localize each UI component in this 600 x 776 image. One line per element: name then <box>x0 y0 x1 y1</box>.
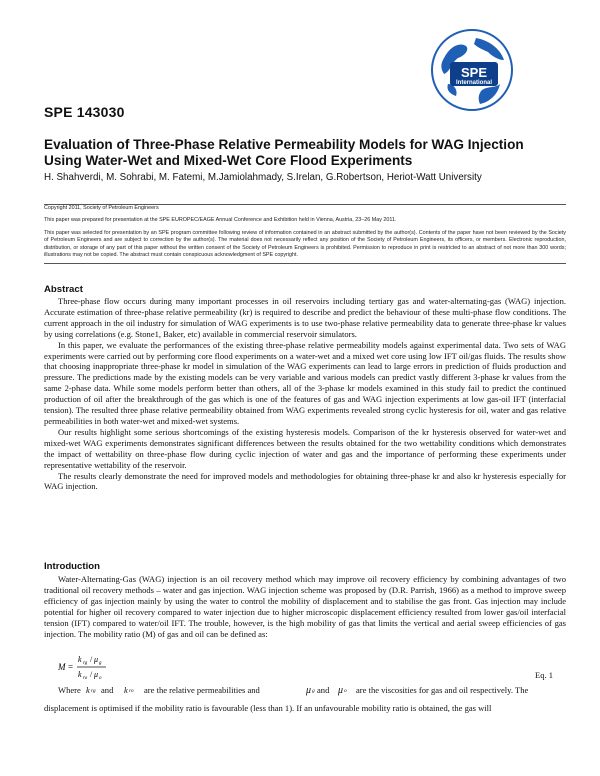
paper-title <box>44 137 564 169</box>
where-and-2: and <box>317 685 330 695</box>
eq-num-sub: rg <box>83 661 88 666</box>
notice-divider <box>44 263 566 264</box>
title-line-2: Using Water-Wet and Mixed-Wet Core Flood Experiments <box>44 153 413 168</box>
introduction-heading: Introduction <box>44 561 100 572</box>
where-mu1-sub: g <box>312 688 315 694</box>
where-text-2: are the relative permeabilities and <box>144 685 260 695</box>
where-k1: k <box>86 685 90 695</box>
eq-den-sub: ro <box>83 676 88 681</box>
authors: H. Shahverdi, M. Sohrabi, M. Fatemi, M.Jamiolahmady, S.Irelan, G.Robertson, Heriot-Watt University <box>44 172 482 183</box>
introduction-last-line: displacement is optimised if the mobility ratio is favourable (less than 1). If an unfavourable mobility ratio is obtained, the gas will <box>44 703 492 713</box>
abstract-paragraph-3: Our results highlight some serious shortcomings of the existing hysteresis models. Comparison of the kr hysteresis observed for water-wet and mixed-wet WAG experiments demonstrates significant differences between the results obtained for the two wettability conditions which demonstrates the impact of wettability on three-phase flow during cyclic injection of water and gas and the importance of performing these experiments under representative wettability of the reservoir. <box>44 426 566 470</box>
eq-num-mu-sub: g <box>99 661 102 666</box>
copyright-notice: Copyright 2011, Society of Petroleum Engineers <box>44 205 159 211</box>
where-line <box>58 685 566 699</box>
eq-equals: = <box>68 662 74 672</box>
where-and-1: and <box>101 685 114 695</box>
mobility-ratio-equation <box>58 652 138 682</box>
eq-den-slash: / <box>90 670 93 679</box>
eq-lhs: M <box>58 662 66 672</box>
eq-den-k: k <box>78 670 82 679</box>
where-mu1: μ <box>306 685 312 696</box>
eq-num-slash: / <box>90 655 93 664</box>
presentation-notice: This paper was prepared for presentation at the SPE EUROPEC/EAGE Annual Conference and Exhibition held in Vienna, Austria, 23–26 May 2011. <box>44 217 397 223</box>
permission-notice: This paper was selected for presentation by an SPE program committee following review of information contained in an abstract submitted by the author(s). Contents of the paper have not been reviewed by the Society of Petroleum Engineers and are subject to correction by the author(s). The material does not necessarily reflect any position of the Society of Petroleum Engineers, its officers, or members. Electronic reproduction, distribution, or storage of any part of this paper without the written consent of the Society of Petroleum Engineers is prohibited. Permission to reproduce in print is restricted to an abstract of not more than 300 words; illustrations may not be copied. The abstract must contain conspicuous acknowledgment of SPE copyright. <box>44 230 566 259</box>
abstract-paragraph-4: The results clearly demonstrate the need for improved models and methodologies for obtaining three-phase kr and also kr hysteresis especially for WAG injection. <box>44 470 566 492</box>
where-mu2-sub: o <box>344 688 347 694</box>
abstract-paragraph-2: In this paper, we evaluate the performances of the existing three-phase relative permeability models against experimental data. Two sets of WAG experiments were carried out by performing core flood experiments on a water-wet and a mixed wet core using low IFT oil/gas fluids. The results show that choosing inappropriate three-phase kr model in simulation of the WAG experiments can lead to large errors in prediction of fluids production and pressure. The predictions made by the existing models can be very variable and various models can predict vastly different 3-phase kr values from the same 2-phase data. While some models perform better than others, all of the 3-phase kr models examined in this study fail to predict the continued production of oil after the breakthrough of the gas which is one of the features of gas and WAG injection experiments at low gas-oil IFT (interfacial tension). The resulted three phase relative permeability obtained from WAG experiments revealed strong cyclic hysteresis for oil, water and gas relative permeabilities in both water-wet and mixed-wet systems. <box>44 339 566 426</box>
abstract-paragraph-1: Three-phase flow occurs during many important processes in oil reservoirs including tertiary gas and water-alternating-gas (WAG) injection. Accurate estimation of three-phase relative permeability (kr) is required to describe and predict the behaviour of these multi-phase flow conditions. The current approach in the oil industry for simulation of WAG experiments is to use two-phase relative permeability data to generate three-phase kr values by using correlations (e.g. Stone1, Baker, etc) available in commercial reservoir simulators. <box>44 296 566 339</box>
abstract-body <box>44 296 566 492</box>
where-word: Where <box>58 685 81 695</box>
spe-international-logo <box>430 28 514 112</box>
eq-den-mu: μ <box>94 670 99 679</box>
eq-den-mu-sub: o <box>99 676 102 681</box>
paper-number: SPE 143030 <box>44 104 125 120</box>
where-k1-sub: rg <box>91 688 96 694</box>
title-line-1: Evaluation of Three-Phase Relative Permeability Models for WAG Injection <box>44 137 524 152</box>
eq-num-k: k <box>78 655 82 664</box>
logo-spe-text: SPE <box>460 65 488 80</box>
introduction-paragraph: Water-Alternating-Gas (WAG) injection is an oil recovery method which may improve oil recovery efficiency by combining advantages of two traditional oil recovery methods – water and gas injection. WAG injection scheme was proposed by (D.R. Parrish, 1966) as a method to improve sweep efficiency of gas injection mainly by using the water to control the mobility of displacement and to stabilise the gas front. Gas injection may include potential for higher oil recovery compared to water injection due to higher microscopic displacement efficiency resulted from lower gas/oil interfacial tension (IFT) compared to water/oil IFT. The trouble, however, is the high mobility of gas that limits the vertical and aerial sweep efficiencies of gas injection. The mobility ratio (M) of gas and oil can be defined as: <box>44 574 566 639</box>
where-k2: k <box>124 685 128 695</box>
abstract-heading: Abstract <box>44 284 83 295</box>
where-k2-sub: ro <box>129 688 134 694</box>
where-mu2: μ <box>338 685 344 696</box>
where-text-3: are the viscosities for gas and oil respectively. The <box>356 685 529 695</box>
logo-international-text: International <box>455 80 493 86</box>
equation-label: Eq. 1 <box>535 670 553 680</box>
introduction-body <box>44 574 566 639</box>
eq-num-mu: μ <box>94 655 99 664</box>
